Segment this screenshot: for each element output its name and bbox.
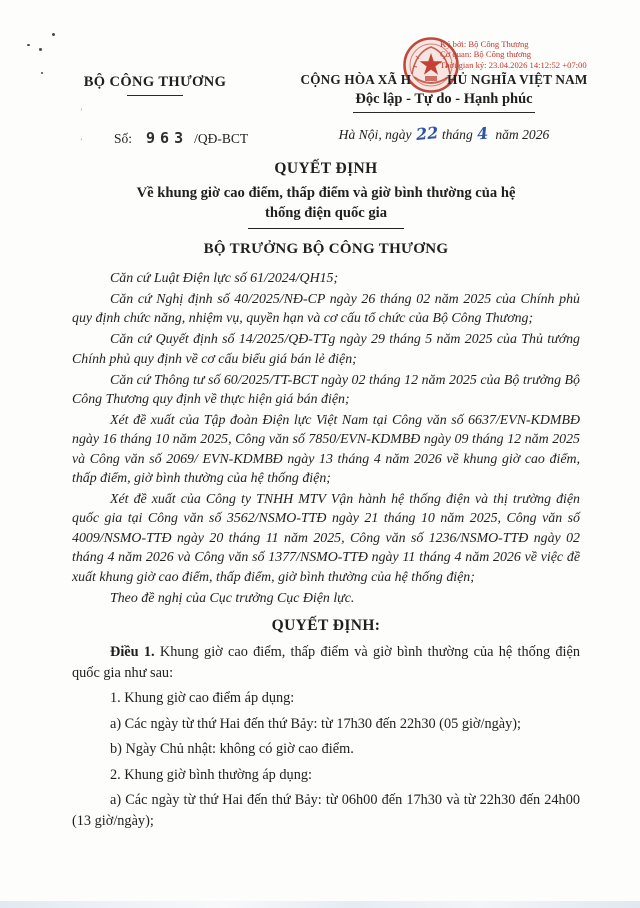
doc-number-line [114, 129, 248, 147]
decision-item: 1. Khung giờ cao điểm áp dụng: [110, 690, 295, 707]
national-title [288, 72, 600, 88]
stamp-signer: Ký bởi: Bộ Công Thương [440, 39, 529, 49]
decision-item: 2. Khung giờ bình thường áp dụng: [110, 766, 312, 783]
article-1-text: Khung giờ cao điểm, thấp điểm và giờ bình thường của hệ thống điện quốc gia như sau: [72, 643, 580, 681]
scan-speck [39, 48, 42, 51]
preamble-section [72, 269, 580, 608]
bottom-scan-band [0, 901, 640, 908]
preamble-paragraph: Xét đề xuất của Công ty TNHH MTV Vận hành hệ thống điện và thị trường điện quốc gia tại Công văn số 3562/NSMO-TTĐ ngày 21 tháng 10 năm 2025, Công văn số 4009/NSMO-TTĐ ngày 20 tháng 11 năm 2025, Công văn số 1236/NSMO-TTĐ ngày 02 tháng 4 năm 2026 và Công văn số 1377/NSMO-TTĐ ngày 11 tháng 4 năm 2026 về việc đề xuất khung giờ cao điểm, thấp điểm, giờ bình thường của hệ thống điện; [72, 491, 580, 585]
date-prefix: Hà Nội, ngày [338, 127, 412, 142]
scan-mark: ʼ [80, 137, 83, 146]
resolution-heading: QUYẾT ĐỊNH: [271, 616, 381, 634]
ministry-underline [127, 95, 183, 96]
decision-items [72, 688, 580, 832]
scan-speck [41, 72, 43, 74]
article-1-label: Điều 1. [110, 643, 155, 660]
preamble-paragraph: Căn cứ Nghị định số 40/2025/NĐ-CP ngày 26 tháng 02 năm 2025 của Chính phủ quy định chức năng, nhiệm vụ, quyền hạn và cơ cấu tổ chức của Bộ Công Thương; [72, 291, 580, 327]
date-day-handwritten: 22 [414, 123, 439, 144]
preamble-paragraph: Căn cứ Quyết định số 14/2025/QĐ-TTg ngày 29 tháng 5 năm 2025 của Thủ tướng Chính phủ quy định về cơ cấu biểu giá bán lẻ điện; [72, 332, 580, 367]
scan-speck [27, 44, 30, 46]
doc-number-label: Số: [114, 131, 133, 146]
ministry-name: BỘ CÔNG THƯƠNG [83, 74, 227, 90]
national-motto: Độc lập - Tự do - Hạnh phúc [355, 91, 533, 107]
preamble-paragraph: Căn cứ Luật Điện lực số 61/2024/QH15; [110, 271, 339, 286]
stamp-agency: Cơ quan: Bộ Công thương [440, 49, 532, 60]
doc-body [72, 160, 580, 837]
subject-line-1: Về khung giờ cao điểm, thấp điểm và giờ bình thường của hệ [136, 185, 516, 201]
doc-number-suffix: /QĐ-BCT [194, 131, 249, 146]
national-title-left: CỘNG HÒA XÃ H [300, 72, 412, 87]
preamble-paragraph: Theo đề nghị của Cục trưởng Cục Điện lực. [110, 590, 355, 606]
authority-title: BỘ TRƯỞNG BỘ CÔNG THƯƠNG [203, 241, 449, 257]
date-month-handwritten: 4 [475, 123, 489, 144]
decision-item: a) Các ngày từ thứ Hai đến thứ Bảy: từ 17h30 đến 22h30 (05 giờ/ngày); [110, 715, 521, 732]
doc-number-value: 963 [146, 129, 189, 147]
subject-underline [248, 228, 404, 229]
subject-line-2: thống điện quốc gia [264, 205, 388, 221]
signature-stamp-block [440, 39, 587, 70]
date-year: năm 2026 [495, 127, 550, 142]
decision-item: b) Ngày Chủ nhật: không có giờ cao điểm. [110, 741, 354, 758]
national-title-right: HỦ NGHĨA VIỆT NAM [447, 72, 588, 87]
decision-item: a) Các ngày từ thứ Hai đến thứ Bảy: từ 06h00 đến 17h30 và từ 22h30 đến 24h00 (13 giờ/ngày); [72, 792, 580, 830]
scan-mark: ʼ [80, 107, 83, 116]
motto-underline [353, 112, 535, 113]
scan-speck [52, 33, 55, 36]
preamble-paragraph: Xét đề xuất của Tập đoàn Điện lực Việt Nam tại Công văn số 6637/EVN-KDMBĐ ngày 16 tháng 10 năm 2025, Công văn số 7850/EVN-KDMBĐ ngày 09 tháng 12 năm 2025 và Công văn số 2069/ EVN-KDMBĐ ngày 13 tháng 4 năm 2026 về khung giờ cao điểm, thấp điểm, giờ bình thường của hệ thống điện; [72, 412, 580, 487]
stamp-signing-time: Thời gian ký: 23.04.2026 14:12:52 +07:00 [440, 59, 587, 70]
issuing-ministry-block [70, 74, 240, 96]
national-header-block [288, 72, 600, 143]
decision-heading: QUYẾT ĐỊNH [274, 160, 378, 177]
date-thang: tháng [441, 127, 473, 142]
date-line [288, 124, 600, 143]
preamble-paragraph: Căn cứ Thông tư số 60/2025/TT-BCT ngày 02 tháng 12 năm 2025 của Bộ trưởng Bộ Công Thương quy định về thực hiện giá bán điện; [72, 372, 580, 407]
article-1-paragraph [72, 642, 580, 684]
